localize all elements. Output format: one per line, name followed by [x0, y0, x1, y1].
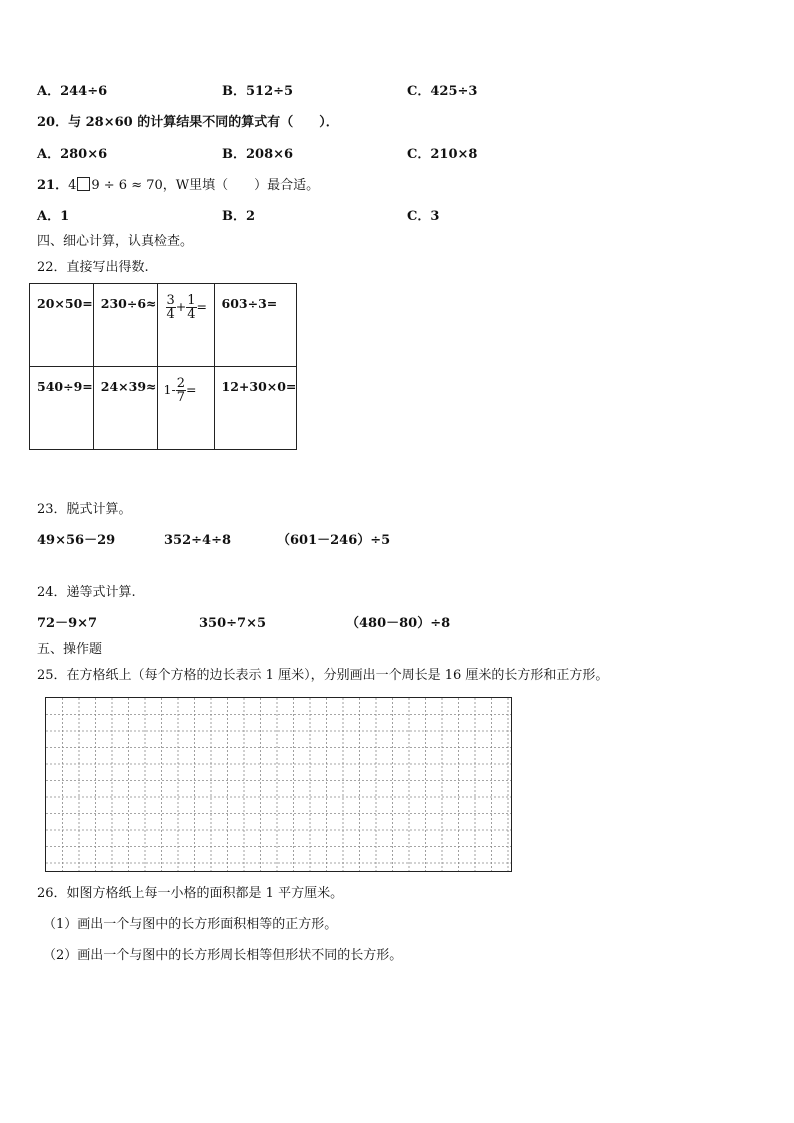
- cell-r2c2: 24×39≈: [93, 367, 157, 450]
- q26-part-2: （2）画出一个与图中的长方形周长相等但形状不同的长方形。: [43, 948, 403, 963]
- q23-expr-1: 49×56－29: [37, 533, 116, 548]
- cell-r2c4: 12+30×0=: [214, 367, 297, 450]
- cell-r1c2: 230÷6≈: [93, 284, 157, 367]
- grid-lines: [46, 698, 511, 871]
- q21-stem: [37, 177, 319, 194]
- q21-option-b: B．2: [222, 209, 256, 224]
- q22-stem: 22．直接写出得数.: [37, 260, 149, 275]
- fraction: $\frac{1}{4}$: [187, 293, 196, 322]
- q21-number: 21．: [37, 178, 69, 193]
- cell-r2c3: 1- $\frac{2}{7}$ =: [157, 367, 214, 450]
- cell-r1c4: 603÷3=: [214, 284, 297, 367]
- q25-stem: 25．在方格纸上（每个方格的边长表示 1 厘米），分别画出一个周长是 16 厘米的长方形和正方形。: [37, 668, 609, 683]
- q19-option-b: B．512÷5: [222, 84, 294, 99]
- q20-option-b: B．208×6: [222, 147, 294, 162]
- section-5-heading: 五、操作题: [37, 642, 103, 657]
- cell-r2c1: 540÷9=: [30, 367, 94, 450]
- q19-option-c: C．425÷3: [407, 84, 478, 99]
- blank-box: [77, 177, 90, 191]
- cell-r1c3: $\frac{3}{4}$ + $\frac{1}{4}$ =: [157, 284, 214, 367]
- q24-stem: 24．递等式计算.: [37, 585, 136, 600]
- q23-expr-2: 352÷4÷8: [164, 533, 232, 548]
- q23-stem: 23．脱式计算。: [37, 502, 132, 517]
- q21-post: 9 ÷ 6 ≈ 70，W里填（ ）最合适。: [91, 178, 320, 193]
- q26-stem: 26．如图方格纸上每一小格的面积都是 1 平方厘米。: [37, 886, 344, 901]
- fraction: $\frac{2}{7}$: [176, 376, 185, 405]
- q26-part-1: （1）画出一个与图中的长方形面积相等的正方形。: [43, 917, 338, 932]
- q24-expr-2: 350÷7×5: [199, 616, 267, 631]
- q21-option-a: A．1: [37, 209, 70, 224]
- q20-option-c: C．210×8: [407, 147, 478, 162]
- q19-option-a: A．244÷6: [37, 84, 108, 99]
- q24-expr-3: （480－80）÷8: [346, 616, 451, 631]
- cell-r1c1: 20×50=: [30, 284, 94, 367]
- q23-expr-3: （601－246）÷5: [277, 533, 391, 548]
- section-4-heading: 四、细心计算，认真检查。: [37, 234, 194, 249]
- q20-option-a: A．280×6: [37, 147, 108, 162]
- q20-stem: 20．与 28×60 的计算结果不同的算式有（ ）．: [37, 115, 339, 130]
- q21-option-c: C．3: [407, 209, 440, 224]
- q21-pre: 4: [68, 178, 77, 193]
- q24-expr-1: 72－9×7: [37, 616, 98, 631]
- fraction: $\frac{3}{4}$: [166, 293, 175, 322]
- q22-calc-table: [29, 283, 297, 450]
- grid-paper[interactable]: [45, 697, 512, 872]
